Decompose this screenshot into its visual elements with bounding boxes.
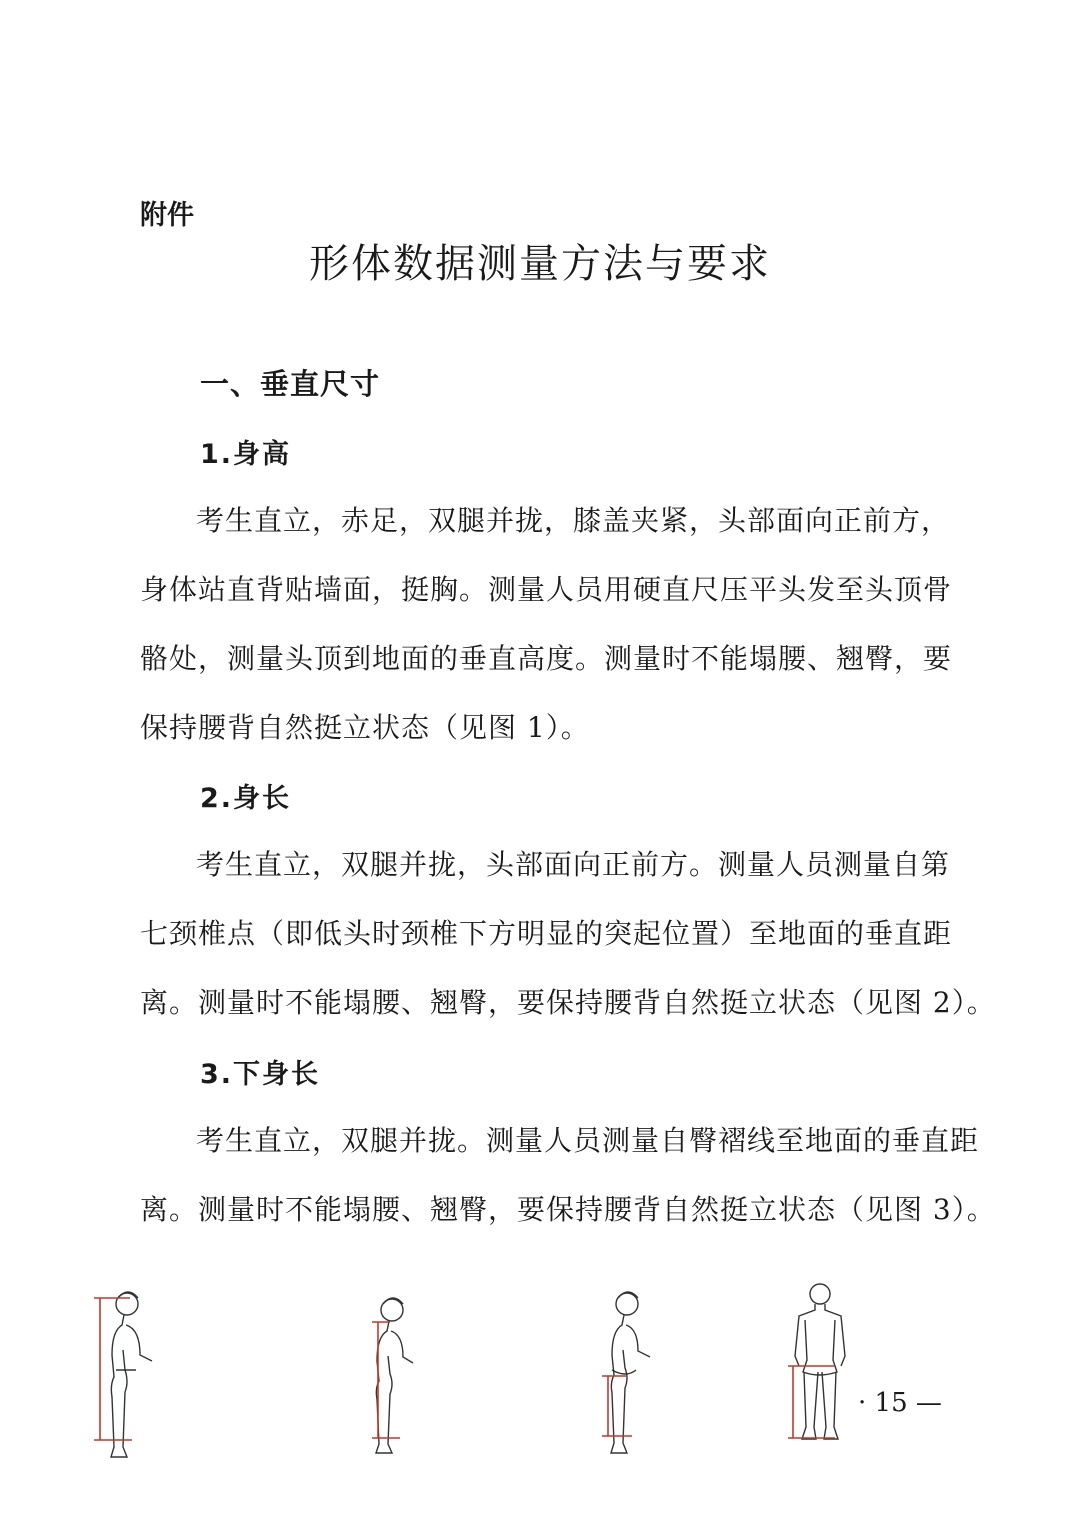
section-heading: 一、垂直尺寸 <box>200 367 381 401</box>
item-heading-body-length: 2.身长 <box>200 783 292 814</box>
item-heading-leg-length: 3.下身长 <box>200 1059 321 1090</box>
measurement-figures <box>60 1280 860 1460</box>
paragraph-line: 考生直立，赤足，双腿并拢，膝盖夹紧，头部面向正前方， <box>196 504 951 537</box>
figure-3-leg-length <box>611 1292 650 1453</box>
paragraph-line: 骼处，测量头顶到地面的垂直高度。测量时不能塌腰、翘臀，要 <box>140 642 953 675</box>
item-paragraph-leg-length <box>140 1106 996 1244</box>
page-title: 形体数据测量方法与要求 <box>309 241 771 287</box>
paragraph-line: 保持腰背自然挺立状态（见图 1）。 <box>140 711 590 744</box>
figure-4-back-view <box>795 1284 845 1439</box>
paragraph-line: 考生直立，双腿并拢，头部面向正前方。测量人员测量自第 <box>196 848 951 881</box>
item-paragraph-height <box>140 486 953 762</box>
item-heading-height: 1.身高 <box>200 439 292 470</box>
paragraph-line: 考生直立，双腿并拢。测量人员测量自臀褶线至地面的垂直距 <box>196 1124 980 1157</box>
attachment-label: 附件 <box>140 200 194 231</box>
item-paragraph-body-length <box>140 830 996 1037</box>
page-number: · 15 — <box>858 1388 942 1418</box>
paragraph-line: 七颈椎点（即低头时颈椎下方明显的突起位置）至地面的垂直距 <box>140 917 953 950</box>
figure-1-height <box>111 1292 152 1457</box>
paragraph-line: 离。测量时不能塌腰、翘臀，要保持腰背自然挺立状态（见图 3）。 <box>140 1193 996 1226</box>
paragraph-line: 身体站直背贴墙面，挺胸。测量人员用硬直尺压平头发至头顶骨 <box>140 573 953 606</box>
paragraph-line: 离。测量时不能塌腰、翘臀，要保持腰背自然挺立状态（见图 2）。 <box>140 986 996 1019</box>
